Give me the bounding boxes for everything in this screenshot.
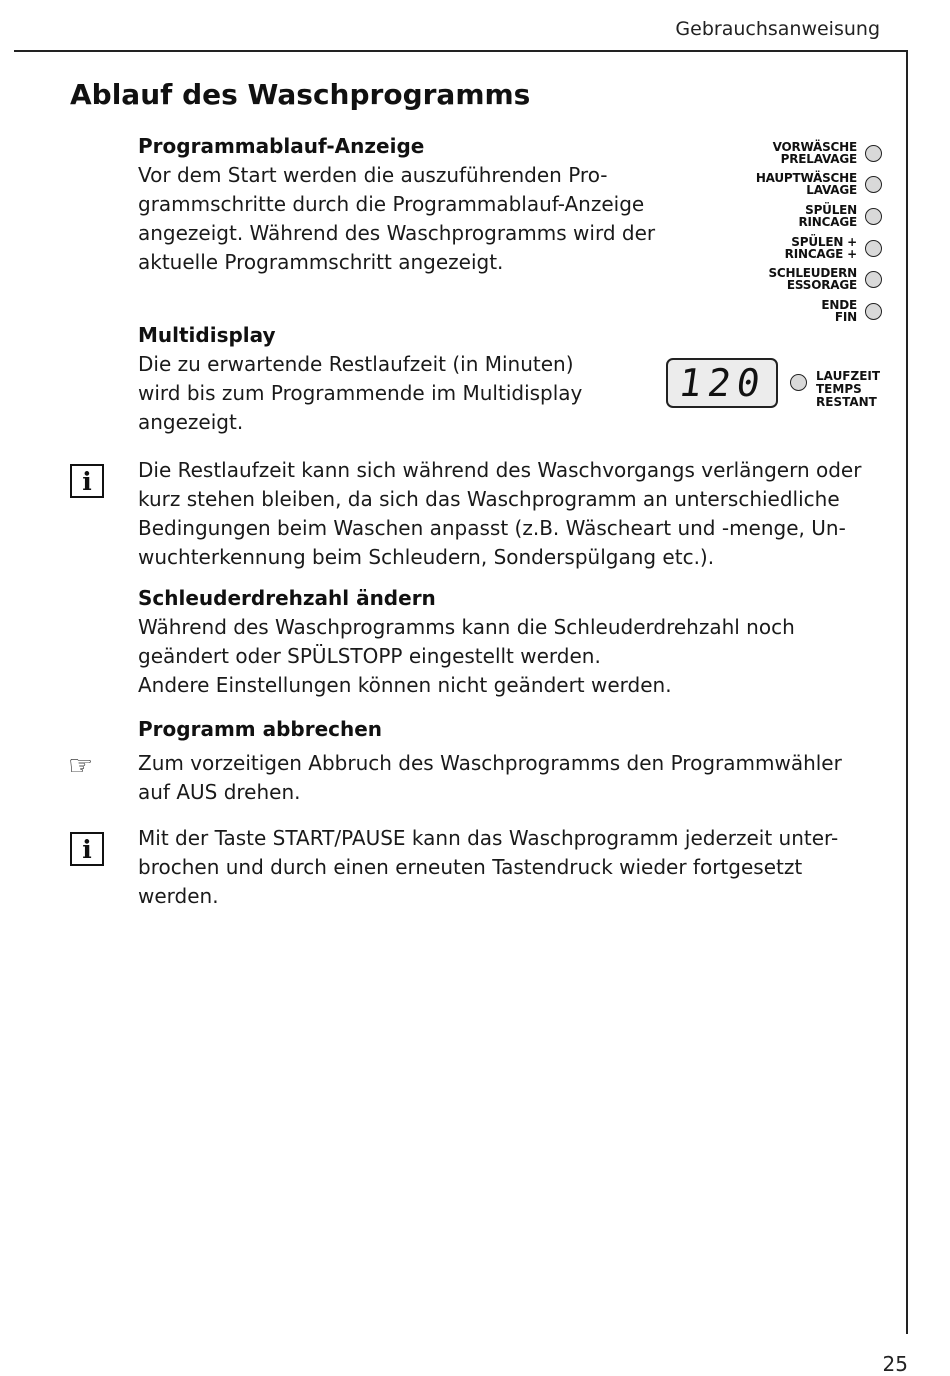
sequence-step-ende — [700, 296, 882, 326]
header-rule — [14, 50, 908, 52]
section-programmablauf — [138, 131, 655, 277]
section-heading: Programmablauf-Anzeige — [138, 134, 425, 158]
text-line: Zum vorzeitigen Abbruch des Waschprogramms den Programmwähler — [138, 751, 842, 775]
pointing-hand-icon: ☞ — [68, 749, 94, 782]
step-label-de: SPÜLEN — [805, 203, 857, 217]
remaining-time-led — [790, 374, 807, 391]
text-line: brochen und durch einen erneuten Tastendruck wieder fortgesetzt — [138, 855, 803, 879]
text-line: wird bis zum Programmende im Multidisplay — [138, 381, 583, 405]
text-line: geändert oder SPÜLSTOPP eingestellt werden. — [138, 644, 601, 668]
text-line: Mit der Taste START/PAUSE kann das Waschprogramm jederzeit unter- — [138, 826, 839, 850]
label-restant: RESTANT — [816, 395, 877, 409]
note-restlaufzeit — [138, 456, 861, 572]
text-line: auf AUS drehen. — [138, 780, 301, 804]
step-label-de: HAUPTWÄSCHE — [755, 171, 857, 185]
text-line: Während des Waschprogramms kann die Schleuderdrehzahl noch — [138, 615, 795, 639]
indicator-led — [865, 145, 882, 162]
text-line: Bedingungen beim Waschen anpasst (z.B. Wäscheart und -menge, Un- — [138, 516, 846, 540]
section-heading: Programm abbrechen — [138, 717, 383, 741]
label-laufzeit: LAUFZEIT — [816, 369, 881, 383]
step-label-de: SCHLEUDERN — [768, 266, 857, 280]
sequence-step-spuelen — [700, 201, 882, 231]
section-heading: Multidisplay — [138, 323, 276, 347]
step-label-de: VORWÄSCHE — [772, 140, 857, 154]
indicator-led — [865, 208, 882, 225]
step-label-fr: RINCAGE + — [784, 247, 857, 261]
text-line: wuchterkennung beim Schleudern, Sonderspülgang etc.). — [138, 545, 715, 569]
text-line: Andere Einstellungen können nicht geändert werden. — [138, 673, 672, 697]
info-icon: i — [70, 464, 104, 498]
multidisplay-screen — [666, 358, 778, 408]
step-label-fr: FIN — [834, 310, 857, 324]
step-label-fr: LAVAGE — [806, 183, 857, 197]
section-schleuderdrehzahl — [138, 583, 795, 700]
info-icon: i — [70, 832, 104, 866]
page-number: 25 — [882, 1352, 908, 1376]
sequence-step-vorwaesche — [700, 138, 882, 168]
step-label-fr: PRELAVAGE — [780, 152, 857, 166]
step-label-fr: ESSORAGE — [786, 278, 857, 292]
step-label-de: SPÜLEN + — [791, 235, 857, 249]
text-line: werden. — [138, 884, 219, 908]
remaining-time-digits: 120 — [676, 361, 770, 405]
text-line: angezeigt. — [138, 410, 244, 434]
text-line: angezeigt. Während des Waschprogramms wird der — [138, 221, 656, 245]
text-line: grammschritte durch die Programmablauf-Anzeige — [138, 192, 645, 216]
section-heading: Schleuderdrehzahl ändern — [138, 586, 436, 610]
text-line: Die zu erwartende Restlaufzeit (in Minuten) — [138, 352, 574, 376]
margin-rule — [906, 50, 908, 1334]
text-line: Vor dem Start werden die auszuführenden Pro- — [138, 163, 608, 187]
sequence-step-hauptwaesche — [700, 169, 882, 199]
indicator-led — [865, 176, 882, 193]
text-line: aktuelle Programmschritt angezeigt. — [138, 250, 504, 274]
section-multidisplay — [138, 320, 582, 437]
running-header: Gebrauchsanweisung — [675, 18, 880, 40]
sequence-step-schleudern — [700, 264, 882, 294]
indicator-led — [865, 271, 882, 288]
step-label-fr: RINCAGE — [798, 215, 857, 229]
text-line: Die Restlaufzeit kann sich während des Waschvorgangs verlängern oder — [138, 458, 862, 482]
page-title: Ablauf des Waschprogramms — [70, 78, 531, 111]
text-line: kurz stehen bleiben, da sich das Waschprogramm an unterschiedliche — [138, 487, 840, 511]
indicator-led — [865, 303, 882, 320]
remaining-time-labels — [816, 370, 880, 409]
sequence-step-spuelen-plus — [700, 233, 882, 263]
section-abbrechen — [138, 714, 842, 807]
step-label-de: ENDE — [821, 298, 857, 312]
note-startpause — [138, 824, 838, 911]
label-temps: TEMPS — [816, 382, 862, 396]
indicator-led — [865, 240, 882, 257]
